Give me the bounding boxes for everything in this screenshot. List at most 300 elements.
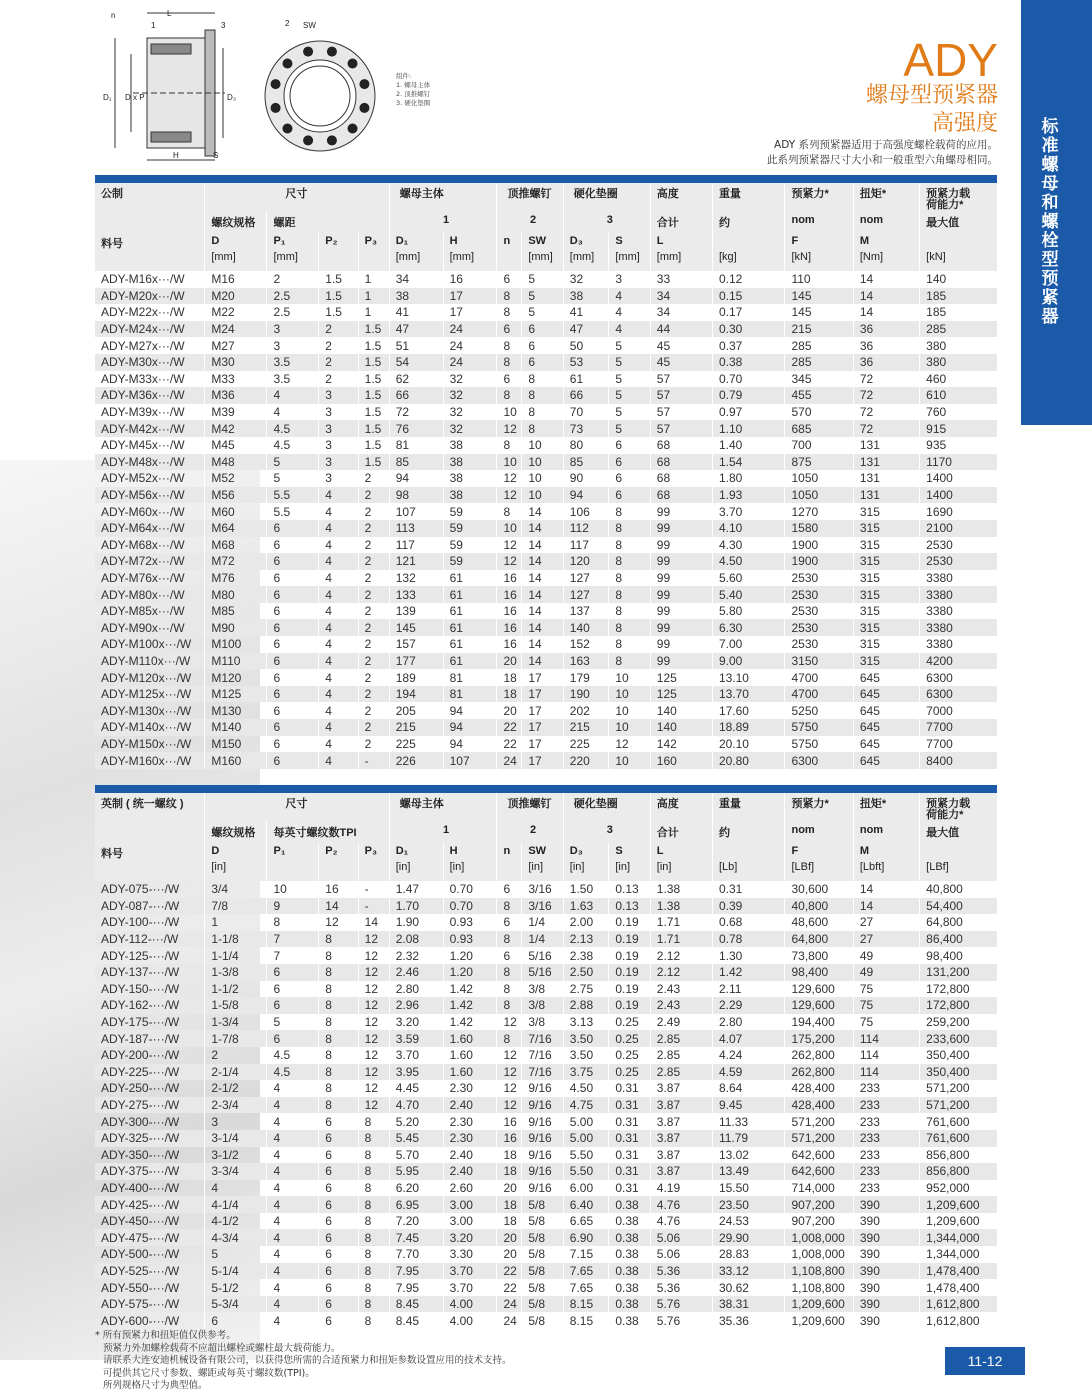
metric-cell: 17 [522, 702, 563, 719]
metric-cell: 4 [319, 669, 358, 686]
metric-cell: 17.60 [712, 702, 785, 719]
imperial-cell: 4.00 [443, 1296, 497, 1313]
imperial-cell: 390 [853, 1263, 919, 1280]
imperial-cell: 5.00 [563, 1130, 609, 1147]
imperial-cell: 6 [205, 1312, 267, 1329]
metric-row [95, 271, 998, 288]
metric-cell: 8 [609, 619, 650, 636]
metric-cell: 22 [497, 719, 522, 736]
metric-cell: 125 [650, 669, 712, 686]
metric-cell: ADY-M110x···/W [95, 653, 205, 670]
imperial-cell: 8 [358, 1263, 389, 1280]
metric-cell: 94 [443, 736, 497, 753]
imperial-cell: 9/16 [522, 1163, 563, 1180]
metric-header-symbol: L [650, 233, 712, 251]
metric-cell: 1.5 [358, 404, 389, 421]
metric-cell: M64 [205, 520, 267, 537]
imperial-cell: 2.12 [650, 947, 712, 964]
metric-cell: 1.80 [712, 470, 785, 487]
imperial-cell: ADY-075-···/W [95, 881, 205, 898]
metric-cell: M20 [205, 288, 267, 305]
imperial-header-group: 顶推螺钉 [497, 793, 563, 821]
metric-cell: 145 [785, 304, 853, 321]
metric-cell: 1.5 [358, 337, 389, 354]
imperial-cell: 1,008,000 [785, 1246, 853, 1263]
metric-cell: 6 [497, 271, 522, 288]
imperial-cell: 0.13 [609, 898, 650, 915]
metric-cell: ADY-M100x···/W [95, 636, 205, 653]
imperial-cell: 7 [267, 947, 319, 964]
metric-cell: 4 [319, 736, 358, 753]
imperial-cell: ADY-150-···/W [95, 981, 205, 998]
imperial-cell: 4 [205, 1180, 267, 1197]
imperial-cell: 3.87 [650, 1097, 712, 1114]
imperial-cell: 4 [267, 1279, 319, 1296]
bolt-hole [303, 47, 313, 57]
metric-cell: M90 [205, 619, 267, 636]
metric-cell: 47 [389, 321, 443, 338]
metric-cell: 0.30 [712, 321, 785, 338]
imperial-cell: 1.42 [712, 964, 785, 981]
imperial-cell: 5.36 [650, 1279, 712, 1296]
metric-cell: 315 [853, 636, 919, 653]
metric-cell: 3.5 [267, 354, 319, 371]
metric-header-sub [95, 211, 205, 233]
imperial-cell: 6 [319, 1196, 358, 1213]
metric-cell: 99 [650, 503, 712, 520]
metric-cell: 5 [522, 304, 563, 321]
metric-cell: 315 [853, 537, 919, 554]
imperial-cell: 3.87 [650, 1113, 712, 1130]
metric-cell: 4 [319, 503, 358, 520]
imperial-cell: 12 [358, 964, 389, 981]
imperial-cell: 571,200 [785, 1130, 853, 1147]
imperial-cell: 20 [497, 1180, 522, 1197]
component-1: 1. 螺母主体 [396, 81, 431, 89]
footnote-2: 预紧力外加螺栓载荷不应超出螺栓或螺柱最大载荷能力。 [103, 1342, 341, 1354]
metric-header-unit: [mm] [389, 251, 443, 271]
imperial-cell: 9 [267, 898, 319, 915]
metric-cell: 2 [358, 503, 389, 520]
metric-cell: 99 [650, 619, 712, 636]
metric-cell: 1.10 [712, 420, 785, 437]
imperial-cell: 13.49 [712, 1163, 785, 1180]
bolt-hole [282, 124, 292, 134]
imperial-header-unit: [in] [522, 861, 563, 881]
imperial-cell: 8 [319, 1080, 358, 1097]
imperial-cell: 14 [319, 898, 358, 915]
metric-header-unit: [mm] [609, 251, 650, 271]
metric-cell: 45 [650, 354, 712, 371]
metric-cell: 4 [609, 288, 650, 305]
imperial-header-group: 硬化垫圈 [563, 793, 650, 821]
metric-cell: 645 [853, 752, 919, 769]
metric-cell: 2.5 [267, 288, 319, 305]
metric-cell: 24 [497, 752, 522, 769]
imperial-cell: ADY-200-···/W [95, 1047, 205, 1064]
metric-cell: M24 [205, 321, 267, 338]
imperial-cell: 12 [497, 1047, 522, 1064]
metric-header-unit: [mm] [267, 251, 319, 271]
metric-cell: 215 [785, 321, 853, 338]
imperial-cell: 6 [319, 1163, 358, 1180]
imperial-header-unit [319, 861, 358, 881]
imperial-cell: 6 [319, 1213, 358, 1230]
product-grade: 高强度 [931, 111, 998, 136]
metric-cell: 38 [443, 487, 497, 504]
metric-cell: 315 [853, 570, 919, 587]
imperial-cell: ADY-550-···/W [95, 1279, 205, 1296]
metric-row [95, 387, 998, 404]
metric-header-symbol: P₃ [358, 233, 389, 251]
imperial-cell: 18 [497, 1213, 522, 1230]
label-d1: D₁ [103, 93, 112, 102]
metric-cell: 225 [563, 736, 609, 753]
imperial-cell: 8 [497, 964, 522, 981]
metric-cell: 10 [522, 470, 563, 487]
imperial-cell: 0.31 [609, 1080, 650, 1097]
imperial-cell: 7.45 [389, 1229, 443, 1246]
imperial-header-sub: 螺纹规格 [205, 821, 267, 843]
imperial-header-unit: [in] [389, 861, 443, 881]
imperial-cell: 2.40 [443, 1097, 497, 1114]
metric-cell: ADY-M27x···/W [95, 337, 205, 354]
metric-cell: 2 [358, 537, 389, 554]
metric-cell: 3.70 [712, 503, 785, 520]
metric-cell: 1.5 [358, 437, 389, 454]
imperial-cell: 12 [358, 1047, 389, 1064]
metric-cell: 3380 [920, 619, 998, 636]
metric-cell: 57 [650, 387, 712, 404]
metric-cell: 10 [609, 686, 650, 703]
metric-cell: 6 [522, 354, 563, 371]
metric-row [95, 470, 998, 487]
metric-header-group: 扭矩* [853, 183, 919, 211]
imperial-cell: 571,200 [785, 1113, 853, 1130]
metric-cell: 112 [563, 520, 609, 537]
metric-cell: 0.97 [712, 404, 785, 421]
imperial-header-symbol: D [205, 843, 267, 861]
imperial-row [95, 1014, 998, 1031]
metric-cell: 61 [443, 619, 497, 636]
bolt-hole [359, 103, 369, 113]
metric-cell: 76 [389, 420, 443, 437]
imperial-cell: 1.60 [443, 1047, 497, 1064]
metric-header-symbol [712, 233, 785, 251]
imperial-row [95, 1147, 998, 1164]
metric-cell: 85 [389, 454, 443, 471]
imperial-cell: 4-1/2 [205, 1213, 267, 1230]
metric-cell: 51 [389, 337, 443, 354]
metric-cell: ADY-M72x···/W [95, 553, 205, 570]
metric-cell: 62 [389, 371, 443, 388]
metric-cell: 5 [267, 470, 319, 487]
imperial-table [95, 785, 998, 1329]
imperial-cell: 40,800 [920, 881, 998, 898]
imperial-cell: 761,600 [920, 1113, 998, 1130]
imperial-cell: 18 [497, 1147, 522, 1164]
imperial-cell: 14 [853, 898, 919, 915]
metric-cell: 4 [319, 719, 358, 736]
imperial-cell: 1.90 [389, 914, 443, 931]
metric-cell: 17 [522, 736, 563, 753]
metric-cell: 380 [920, 337, 998, 354]
imperial-cell: 49 [853, 947, 919, 964]
product-description [767, 138, 998, 168]
metric-cell: 4 [319, 603, 358, 620]
metric-cell: 5 [609, 404, 650, 421]
metric-cell: 99 [650, 520, 712, 537]
imperial-cell: 7/8 [205, 898, 267, 915]
metric-cell: 4 [319, 653, 358, 670]
imperial-cell: 18 [497, 1196, 522, 1213]
imperial-cell: 0.70 [443, 881, 497, 898]
metric-cell: ADY-M24x···/W [95, 321, 205, 338]
imperial-cell: 1-1/8 [205, 931, 267, 948]
metric-cell: 160 [650, 752, 712, 769]
imperial-row [95, 1064, 998, 1081]
imperial-cell: 1-1/4 [205, 947, 267, 964]
metric-cell: 190 [563, 686, 609, 703]
imperial-cell: 5/8 [522, 1263, 563, 1280]
imperial-cell: 6 [319, 1246, 358, 1263]
imperial-row [95, 947, 998, 964]
imperial-cell: 129,600 [785, 997, 853, 1014]
metric-cell: - [358, 752, 389, 769]
imperial-cell: 12 [497, 1014, 522, 1031]
imperial-cell: 3/8 [522, 981, 563, 998]
metric-header-unit [358, 251, 389, 271]
imperial-cell: 8 [358, 1196, 389, 1213]
bolt-hole [327, 135, 337, 145]
imperial-cell: 1,478,400 [920, 1263, 998, 1280]
imperial-cell: 390 [853, 1213, 919, 1230]
imperial-cell: 4.07 [712, 1030, 785, 1047]
imperial-cell: 3/8 [522, 997, 563, 1014]
metric-cell: 1400 [920, 487, 998, 504]
imperial-header-unit: [LBf] [920, 861, 998, 881]
imperial-cell: 1.20 [443, 947, 497, 964]
imperial-cell: 233,600 [920, 1030, 998, 1047]
metric-cell: 3 [267, 337, 319, 354]
label-2: 2 [285, 19, 290, 28]
imperial-row [95, 981, 998, 998]
imperial-cell: 1,344,000 [920, 1246, 998, 1263]
imperial-cell: ADY-500-···/W [95, 1246, 205, 1263]
metric-cell: ADY-M16x···/W [95, 271, 205, 288]
imperial-cell: 12 [497, 1064, 522, 1081]
metric-cell: 1.5 [358, 387, 389, 404]
imperial-cell: 259,200 [920, 1014, 998, 1031]
metric-cell: 50 [563, 337, 609, 354]
metric-cell: 140 [650, 719, 712, 736]
imperial-cell: 2.46 [389, 964, 443, 981]
imperial-header-symbol: n [497, 843, 522, 861]
imperial-cell: 3.87 [650, 1147, 712, 1164]
imperial-cell: 1.42 [443, 1014, 497, 1031]
metric-cell: 8 [609, 636, 650, 653]
imperial-cell: 0.38 [609, 1213, 650, 1230]
metric-cell: 220 [563, 752, 609, 769]
metric-cell: 68 [650, 470, 712, 487]
metric-cell: 2 [358, 653, 389, 670]
metric-cell: 1 [358, 271, 389, 288]
metric-header-symbol: n [497, 233, 522, 251]
metric-cell: M140 [205, 719, 267, 736]
imperial-cell: 8 [497, 1030, 522, 1047]
metric-header-symbol: 料号 [95, 233, 205, 251]
imperial-cell: 3-1/4 [205, 1130, 267, 1147]
imperial-cell: 12 [358, 1014, 389, 1031]
metric-row [95, 603, 998, 620]
imperial-cell: 4 [267, 1296, 319, 1313]
imperial-cell: 3.95 [389, 1064, 443, 1081]
metric-cell: 935 [920, 437, 998, 454]
metric-cell: 70 [563, 404, 609, 421]
footnote-3: 请联系大连安迪机械设备有限公司，以获得您所需的合适预紧力和扭矩参数设置应用的技术支持。 [103, 1355, 512, 1366]
metric-header-unit: [mm] [205, 251, 267, 271]
metric-cell: 61 [443, 636, 497, 653]
imperial-cell: 3-1/2 [205, 1147, 267, 1164]
imperial-cell: ADY-425-···/W [95, 1196, 205, 1213]
imperial-cell: 5/16 [522, 964, 563, 981]
imperial-cell: 2.49 [650, 1014, 712, 1031]
metric-cell: 68 [650, 454, 712, 471]
imperial-header-symbol: F [785, 843, 853, 861]
imperial-cell: 8 [319, 947, 358, 964]
bolt-hole [327, 47, 337, 57]
metric-header-sub: nom [785, 211, 853, 233]
metric-cell: 117 [563, 537, 609, 554]
imperial-header-symbol [712, 843, 785, 861]
metric-cell: 32 [443, 371, 497, 388]
metric-cell: 68 [650, 437, 712, 454]
metric-cell: 4 [267, 404, 319, 421]
metric-cell: 6 [609, 437, 650, 454]
metric-cell: 0.17 [712, 304, 785, 321]
metric-cell: 6 [267, 653, 319, 670]
metric-cell: 20.80 [712, 752, 785, 769]
imperial-cell: 1-3/8 [205, 964, 267, 981]
metric-cell: M120 [205, 669, 267, 686]
metric-cell: 18.89 [712, 719, 785, 736]
imperial-cell: 8 [319, 931, 358, 948]
imperial-cell: - [358, 898, 389, 915]
metric-cell: 127 [563, 586, 609, 603]
imperial-cell: 0.38 [609, 1312, 650, 1329]
imperial-cell: 1.38 [650, 898, 712, 915]
imperial-header-symbol: P₃ [358, 843, 389, 861]
metric-cell: 6 [497, 371, 522, 388]
metric-cell: 6 [267, 553, 319, 570]
metric-cell: 6 [267, 619, 319, 636]
imperial-cell: 8 [358, 1113, 389, 1130]
imperial-cell: 30,600 [785, 881, 853, 898]
imperial-cell: 54,400 [920, 898, 998, 915]
metric-cell: 2 [319, 371, 358, 388]
metric-cell: 215 [389, 719, 443, 736]
metric-cell: 0.70 [712, 371, 785, 388]
metric-cell: 4700 [785, 686, 853, 703]
imperial-cell: 0.31 [712, 881, 785, 898]
metric-cell: 4.5 [267, 437, 319, 454]
imperial-cell: 86,400 [920, 931, 998, 948]
imperial-cell: 5/8 [522, 1213, 563, 1230]
metric-cell: 3 [319, 454, 358, 471]
metric-cell: 1050 [785, 487, 853, 504]
metric-cell: 17 [443, 304, 497, 321]
imperial-cell: ADY-400-···/W [95, 1180, 205, 1197]
metric-cell: 2 [358, 570, 389, 587]
metric-cell: 4 [267, 387, 319, 404]
metric-cell: 66 [389, 387, 443, 404]
imperial-cell: 5.50 [563, 1147, 609, 1164]
metric-cell: M85 [205, 603, 267, 620]
metric-cell: 3380 [920, 603, 998, 620]
metric-cell: 2530 [920, 553, 998, 570]
imperial-cell: 1,108,800 [785, 1279, 853, 1296]
imperial-cell: 1.42 [443, 981, 497, 998]
imperial-cell: 7.65 [563, 1279, 609, 1296]
imperial-header-sub: nom [785, 821, 853, 843]
metric-row [95, 653, 998, 670]
imperial-row [95, 997, 998, 1014]
metric-cell: 140 [650, 702, 712, 719]
metric-header-unit: [mm] [522, 251, 563, 271]
imperial-header-sub: 约 [712, 821, 785, 843]
imperial-cell: 4.24 [712, 1047, 785, 1064]
metric-header-unit: [kg] [712, 251, 785, 271]
imperial-cell: 38.31 [712, 1296, 785, 1313]
metric-cell: 6 [267, 669, 319, 686]
metric-cell: M130 [205, 702, 267, 719]
metric-cell: 81 [389, 437, 443, 454]
metric-cell: 99 [650, 586, 712, 603]
imperial-cell: 2.30 [443, 1113, 497, 1130]
imperial-cell: 233 [853, 1163, 919, 1180]
metric-cell: 285 [785, 337, 853, 354]
imperial-cell: 2.30 [443, 1130, 497, 1147]
metric-row [95, 736, 998, 753]
label-sw: SW [303, 21, 316, 30]
imperial-cell: 1.60 [443, 1064, 497, 1081]
metric-cell: 13.70 [712, 686, 785, 703]
metric-cell: 131 [853, 470, 919, 487]
imperial-header-sub: nom [853, 821, 919, 843]
imperial-cell: 1/4 [522, 914, 563, 931]
imperial-cell: 5 [205, 1246, 267, 1263]
imperial-row [95, 898, 998, 915]
metric-cell: M60 [205, 503, 267, 520]
metric-row [95, 752, 998, 769]
metric-row [95, 487, 998, 504]
metric-cell: 1170 [920, 454, 998, 471]
metric-row [95, 636, 998, 653]
metric-cell: 14 [853, 271, 919, 288]
imperial-cell: 11.33 [712, 1113, 785, 1130]
metric-cell: 2 [358, 619, 389, 636]
imperial-cell: 390 [853, 1296, 919, 1313]
imperial-row [95, 1097, 998, 1114]
imperial-cell: 6 [319, 1180, 358, 1197]
imperial-header-unit [95, 861, 205, 881]
metric-cell: 2530 [785, 636, 853, 653]
metric-cell: 140 [920, 271, 998, 288]
imperial-header-sub: 1 [389, 821, 497, 843]
metric-cell: 179 [563, 669, 609, 686]
imperial-cell: 8.45 [389, 1296, 443, 1313]
metric-cell: 6 [267, 520, 319, 537]
